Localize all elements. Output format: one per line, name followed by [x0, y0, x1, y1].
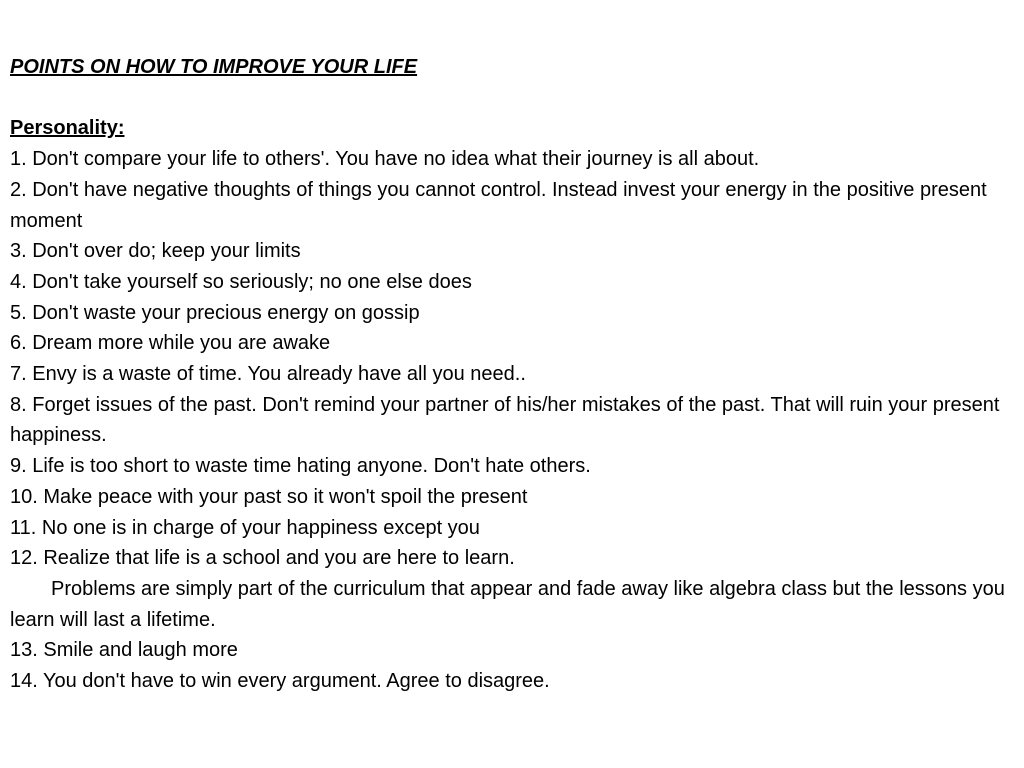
points-list	[10, 144, 1010, 697]
list-item: 5. Don't waste your precious energy on gossip	[10, 301, 420, 324]
slide-content	[10, 52, 1010, 697]
list-item: 6. Dream more while you are awake	[10, 332, 331, 355]
list-item: 11. No one is in charge of your happiness except you	[10, 516, 480, 539]
spacer	[10, 83, 1010, 114]
page-title: POINTS ON HOW TO IMPROVE YOUR LIFE	[10, 56, 418, 78]
list-item: 2. Don't have negative thoughts of things you cannot control. Instead invest your energy in the positive present moment	[10, 178, 987, 232]
section-heading: Personality:	[10, 117, 125, 140]
list-item-continuation: Problems are simply part of the curriculum that appear and fade away like algebra class but the lessons you learn will last a lifetime.	[10, 577, 1005, 631]
list-item: 8. Forget issues of the past. Don't remind your partner of his/her mistakes of the past. That will ruin your present happiness.	[10, 393, 1000, 447]
list-item: 10. Make peace with your past so it won't spoil the present	[10, 485, 528, 508]
list-item: 14. You don't have to win every argument. Agree to disagree.	[10, 670, 550, 693]
list-item: 13. Smile and laugh more	[10, 639, 238, 662]
list-item: 12. Realize that life is a school and you are here to learn.	[10, 547, 515, 570]
list-item: 1. Don't compare your life to others'. You have no idea what their journey is all about.	[10, 148, 760, 171]
list-item: 4. Don't take yourself so seriously; no one else does	[10, 270, 472, 293]
list-item: 3. Don't over do; keep your limits	[10, 240, 301, 263]
list-item: 7. Envy is a waste of time. You already have all you need..	[10, 363, 526, 386]
list-item: 9. Life is too short to waste time hating anyone. Don't hate others.	[10, 455, 591, 478]
